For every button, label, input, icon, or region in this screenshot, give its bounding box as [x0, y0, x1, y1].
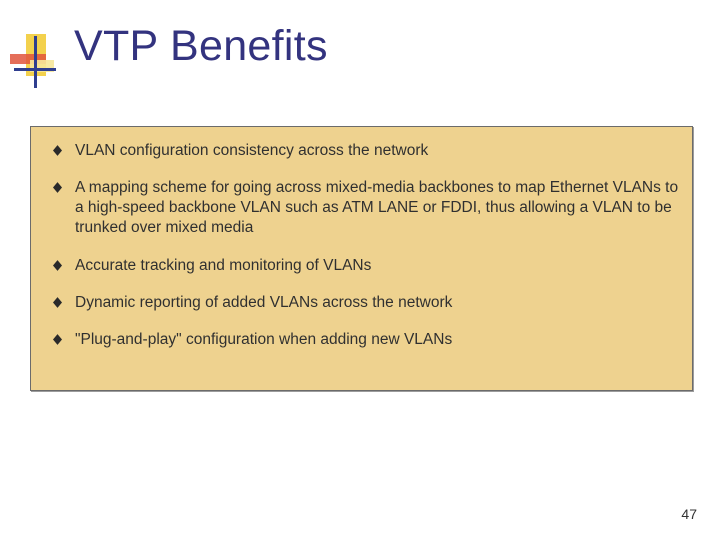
list-item	[31, 256, 682, 276]
list-item	[31, 141, 682, 161]
bullet-text: VLAN configuration consistency across the network	[75, 142, 429, 159]
bullet-text: A mapping scheme for going across mixed-media backbones to map Ethernet VLANs to a high-speed backbone VLAN such as ATM LANE or FDDI, thus allowing a VLAN to be trunked over mixed media	[75, 179, 679, 236]
list-item	[31, 330, 682, 350]
bullet-list	[31, 127, 692, 350]
bullet-text: Accurate tracking and monitoring of VLANs	[75, 257, 372, 274]
list-item	[31, 178, 682, 238]
benefits-box	[30, 126, 693, 391]
diamond-bullet-icon	[53, 297, 62, 308]
diamond-bullet-icon	[53, 334, 62, 345]
diamond-bullet-icon	[53, 182, 62, 193]
diamond-bullet-icon	[53, 260, 62, 271]
bullet-text: "Plug-and-play" configuration when adding new VLANs	[75, 331, 453, 348]
page-number: 47	[681, 506, 697, 522]
bullet-text: Dynamic reporting of added VLANs across the network	[75, 294, 453, 311]
list-item	[31, 293, 682, 313]
slide-title: VTP Benefits	[74, 22, 328, 70]
diamond-bullet-icon	[53, 145, 62, 156]
slide-logo-icon	[8, 30, 58, 90]
